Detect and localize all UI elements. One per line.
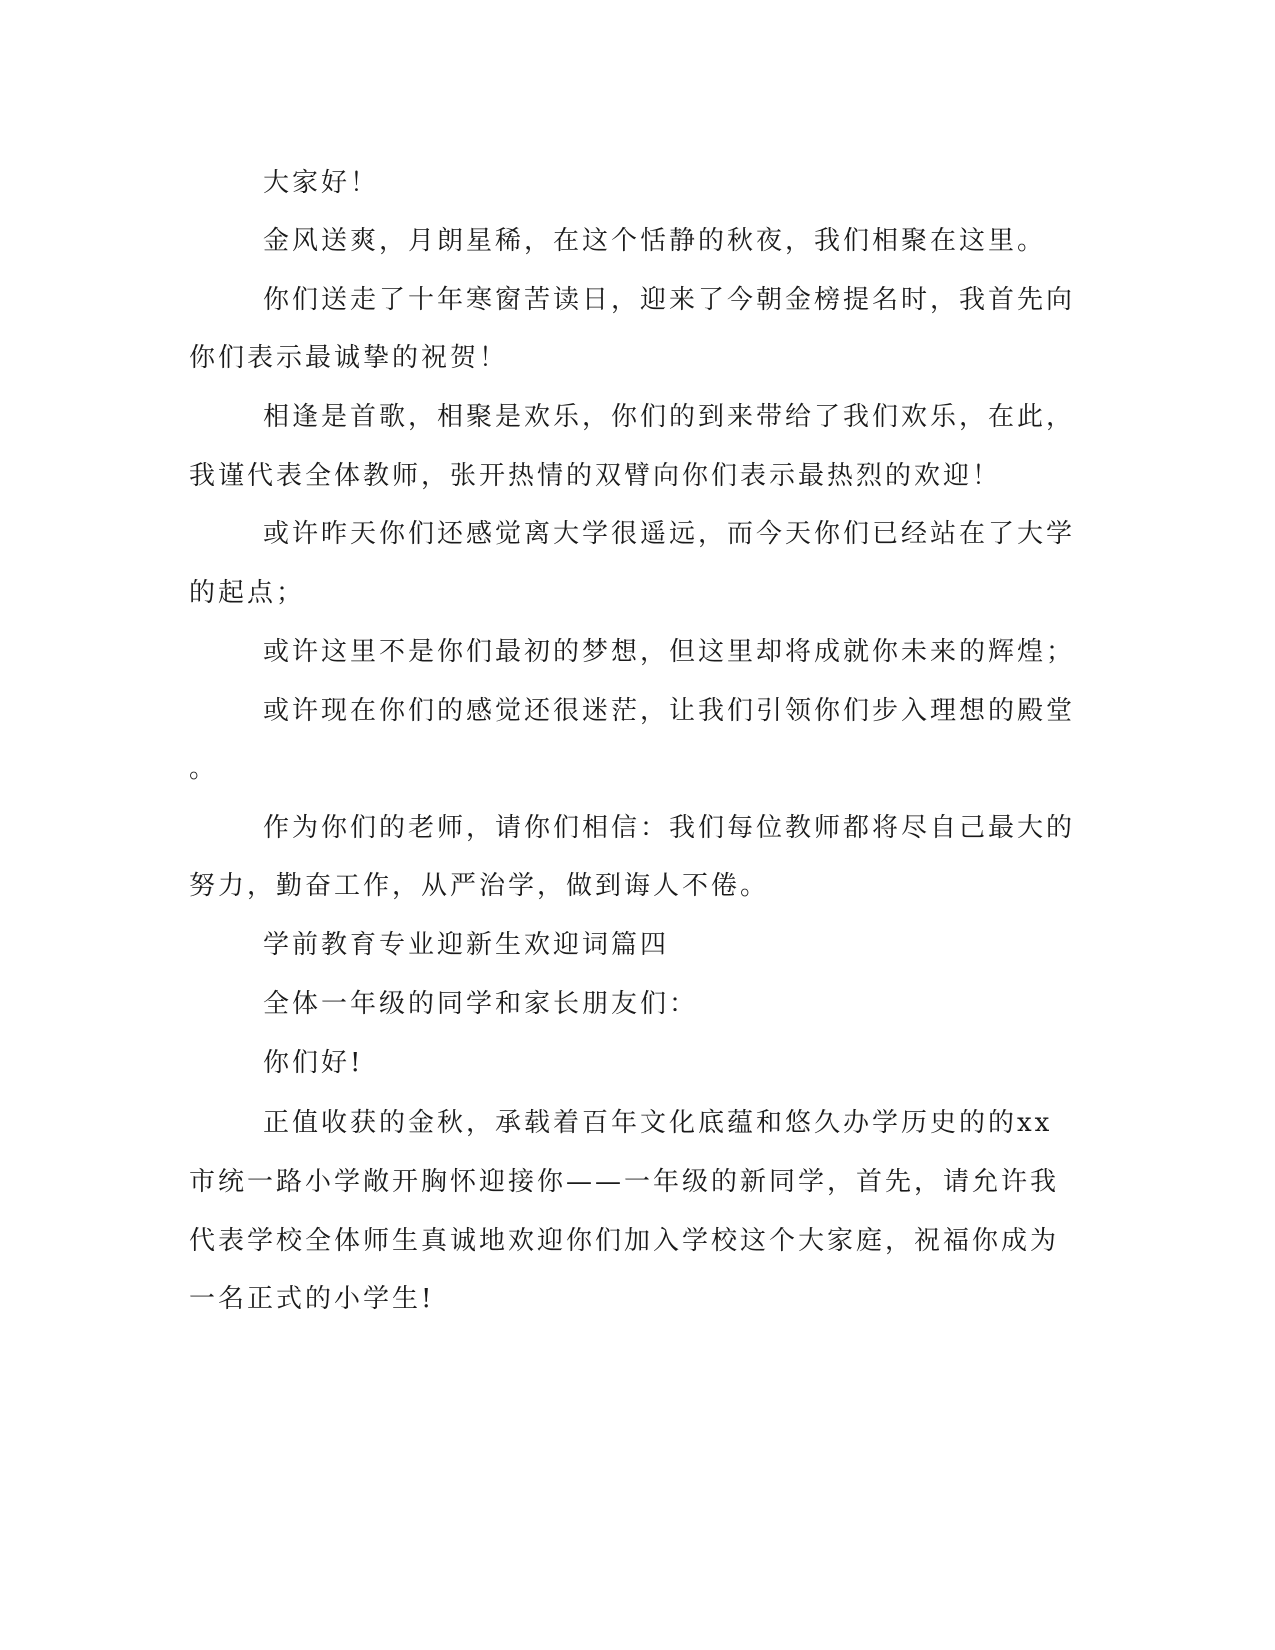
text-line: 作为你们的老师，请你们相信：我们每位教师都将尽自己最大的 (263, 813, 1076, 843)
text-line: 全体一年级的同学和家长朋友们： (263, 989, 699, 1019)
text-line: 一名正式的小学生! (189, 1284, 435, 1314)
text-line: 你们表示最诚挚的祝贺！ (189, 343, 509, 373)
text-line: 代表学校全体师生真诚地欢迎你们加入学校这个大家庭，祝福你成为 (189, 1226, 1060, 1256)
text-line: 或许昨天你们还感觉离大学很遥远，而今天你们已经站在了大学 (263, 519, 1076, 549)
section-heading: 学前教育专业迎新生欢迎词篇四 (263, 930, 670, 960)
text-line: 金风送爽，月朗星稀，在这个恬静的秋夜，我们相聚在这里。 (263, 226, 1047, 256)
text-line: 我谨代表全体教师，张开热情的双臂向你们表示最热烈的欢迎！ (189, 461, 1002, 491)
text-line: 或许这里不是你们最初的梦想，但这里却将成就你未来的辉煌； (263, 637, 1076, 667)
text-line: 市统一路小学敞开胸怀迎接你——一年级的新同学，首先，请允许我 (189, 1167, 1060, 1197)
text-line: 相逢是首歌，相聚是欢乐，你们的到来带给了我们欢乐，在此， (263, 402, 1076, 432)
text-line: 的起点； (189, 578, 306, 608)
text-line: 大家好！ (263, 168, 380, 198)
text-line: 你们送走了十年寒窗苦读日，迎来了今朝金榜提名时，我首先向 (263, 285, 1076, 315)
text-line: 。 (189, 754, 219, 784)
text-line: 正值收获的金秋，承载着百年文化底蕴和悠久办学历史的的xx (263, 1108, 1053, 1138)
text-line: 努力，勤奋工作，从严治学，做到诲人不倦。 (189, 871, 770, 901)
text-line: 你们好! (263, 1048, 364, 1078)
text-line: 或许现在你们的感觉还很迷茫，让我们引领你们步入理想的殿堂 (263, 696, 1076, 726)
